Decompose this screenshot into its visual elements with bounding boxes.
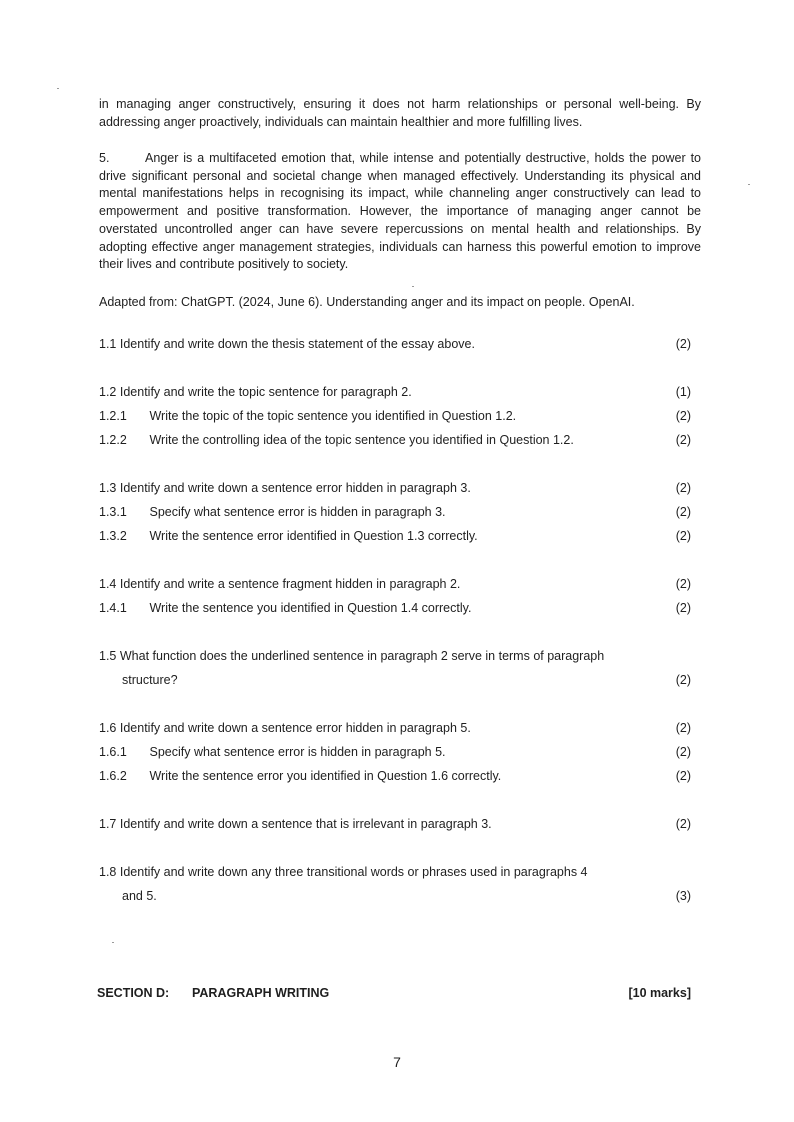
question-row (99, 574, 691, 594)
section-total-marks: [10 marks] (628, 986, 691, 1000)
question-row (99, 646, 691, 666)
question-text: Identify and write the topic sentence for paragraph 2. (119, 385, 412, 399)
question-text: Identify and write down any three transitional words or phrases used in paragraphs 4 (119, 865, 588, 879)
question-number: 1.4.1 (99, 601, 127, 615)
question-text: Write the sentence error you identified in Question 1.6 correctly. (149, 769, 502, 783)
scan-speck (57, 88, 59, 89)
question-number: 1.3.2 (99, 529, 127, 543)
question-number: 1.5 (99, 649, 117, 663)
question-marks: (2) (675, 337, 691, 351)
question-marks-row (99, 670, 691, 690)
question-text: Identify and write down a sentence error hidden in paragraph 3. (119, 481, 471, 495)
question-row (99, 742, 691, 762)
question-text: Identify and write down the thesis statement of the essay above. (119, 337, 475, 351)
question-number: 1.4 (99, 577, 117, 591)
question-row (99, 526, 691, 546)
question-text: Write the sentence error identified in Question 1.3 correctly. (149, 529, 478, 543)
question-text: Identify and write down a sentence that is irrelevant in paragraph 3. (119, 817, 492, 831)
question-text: Write the sentence you identified in Question 1.4 correctly. (149, 601, 472, 615)
paragraph-5 (99, 150, 701, 274)
question-row (99, 502, 691, 522)
question-marks: (2) (675, 433, 691, 447)
question-marks-row (99, 886, 691, 906)
question-number: 1.6.1 (99, 745, 127, 759)
question-text: Specify what sentence error is hidden in paragraph 5. (149, 745, 446, 759)
question-number: 1.2 (99, 385, 117, 399)
question-marks: (2) (675, 409, 691, 423)
question-marks: (2) (675, 817, 691, 831)
question-number: 1.3 (99, 481, 117, 495)
question-row (99, 598, 691, 618)
question-marks: (2) (675, 577, 691, 591)
paragraph-4-continuation: in managing anger constructively, ensuring it does not harm relationships or personal well-being. By addressing anger proactively, individuals can maintain healthier and more fulfilling lives. (99, 97, 701, 129)
scan-speck (112, 942, 114, 943)
question-row (99, 430, 691, 450)
question-marks: (2) (675, 769, 691, 783)
question-marks: (2) (675, 673, 691, 687)
section-title: PARAGRAPH WRITING (192, 986, 330, 1000)
question-row (99, 766, 691, 786)
question-number: 1.7 (99, 817, 117, 831)
question-text-continued: and 5. (122, 889, 157, 903)
question-row (99, 862, 691, 882)
question-marks: (2) (675, 529, 691, 543)
question-number: 1.1 (99, 337, 117, 351)
question-number: 1.6 (99, 721, 117, 735)
paragraph-5-text: Anger is a multifaceted emotion that, while intense and potentially destructive, holds the power to drive significant personal and societal change when managed effectively. Understanding its physical and mental manifestations helps in recognising its impact, while channeling anger constructively can lead to empowerment and positive transformation. However, the importance of managing anger cannot be overstated uncontrolled anger can have severe repercussions on mental health and relationships. By adopting effective anger management strategies, individuals can harness this powerful emotion to improve their lives and contribute positively to society. (99, 151, 701, 272)
question-row (99, 334, 691, 354)
question-text: Write the topic of the topic sentence you identified in Question 1.2. (149, 409, 517, 423)
question-number: 1.2.2 (99, 433, 127, 447)
question-marks: (2) (675, 745, 691, 759)
question-row (99, 718, 691, 738)
question-text: Identify and write down a sentence error hidden in paragraph 5. (119, 721, 471, 735)
scan-speck (412, 286, 414, 287)
paragraph-number: 5. (99, 151, 110, 165)
question-text: What function does the underlined sentence in paragraph 2 serve in terms of paragraph (119, 649, 605, 663)
section-label: SECTION D: (97, 986, 170, 1000)
question-number: 1.2.1 (99, 409, 127, 423)
page-number: 7 (393, 1054, 401, 1070)
question-row (99, 382, 691, 402)
source-citation: Adapted from: ChatGPT. (2024, June 6). Understanding anger and its impact on people. OpenAI. (99, 295, 635, 309)
question-marks: (2) (675, 721, 691, 735)
question-row (99, 406, 691, 426)
question-marks: (1) (675, 385, 691, 399)
question-text: Write the controlling idea of the topic sentence you identified in Question 1.2. (149, 433, 574, 447)
question-text-continued: structure? (122, 673, 178, 687)
scan-speck (748, 184, 750, 185)
question-number: 1.8 (99, 865, 117, 879)
question-marks: (2) (675, 601, 691, 615)
question-text: Specify what sentence error is hidden in paragraph 3. (149, 505, 446, 519)
question-row (99, 478, 691, 498)
question-marks: (2) (675, 505, 691, 519)
question-number: 1.6.2 (99, 769, 127, 783)
question-marks: (3) (675, 889, 691, 903)
question-row (99, 814, 691, 834)
question-text: Identify and write a sentence fragment hidden in paragraph 2. (119, 577, 461, 591)
question-marks: (2) (675, 481, 691, 495)
question-number: 1.3.1 (99, 505, 127, 519)
